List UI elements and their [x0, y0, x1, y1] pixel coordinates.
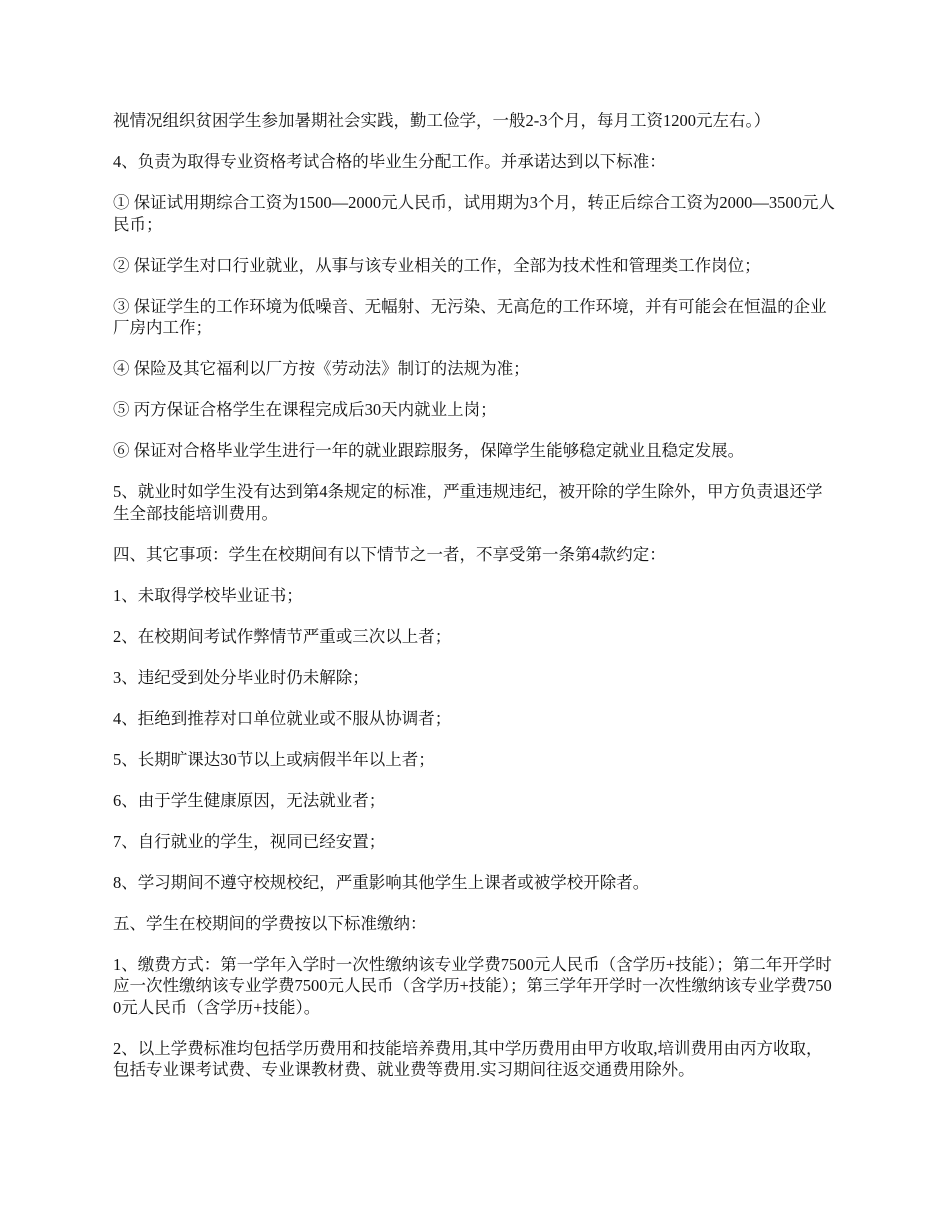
paragraph-standard-4: ④ 保险及其它福利以厂方按《劳动法》制订的法规为准；	[113, 359, 530, 378]
list-item-8: 8、学习期间不遵守校规校纪，严重影响其他学生上课者或被学校开除者。	[113, 872, 650, 892]
list-item-3: 3、违纪受到处分毕业时仍未解除；	[113, 667, 369, 687]
paragraph-fee-standard: 2、以上学费标准均包括学历费用和技能培养费用,其中学历费用由甲方收取,培训费用由丙方收取，包括专业课考试费、专业课教材费、就业费等费用.实习期间往返交通费用除外。	[113, 1038, 823, 1079]
paragraph-standard-1: ① 保证试用期综合工资为1500—2000元人民币，试用期为3个月，转正后综合工资为2000—3500元人民币；	[113, 193, 835, 234]
paragraph-job-assignment: 4、负责为取得专业资格考试合格的毕业生分配工作。并承诺达到以下标准：	[113, 152, 666, 171]
paragraph-payment-method: 1、缴费方式：第一学年入学时一次性缴纳该专业学费7500元人民币（含学历+技能）；第二年开学时应一次性缴纳该专业学费7500元人民币（含学历+技能）；第三学年开学时一次性缴纳该专业学费7500元人民币（含学历+技能）。	[113, 954, 832, 1017]
list-item-6: 6、由于学生健康原因，无法就业者；	[113, 790, 386, 810]
list-item-7: 7、自行就业的学生，视同已经安置；	[113, 831, 386, 851]
paragraph-standard-6: ⑥ 保证对合格毕业学生进行一年的就业跟踪服务，保障学生能够稳定就业且稳定发展。	[113, 441, 745, 460]
list-item-2: 2、在校期间考试作弊情节严重或三次以上者；	[113, 626, 452, 646]
list-item-1: 1、未取得学校毕业证书；	[113, 585, 303, 605]
section-heading-other-matters: 四、其它事项：学生在校期间有以下情节之一者，不享受第一条第4款约定：	[113, 544, 666, 564]
paragraph-refund-clause: 5、就业时如学生没有达到第4条规定的标准，严重违规违纪，被开除的学生除外，甲方负责退还学生全部技能培训费用。	[113, 482, 823, 523]
document-body	[113, 110, 837, 1100]
paragraph-summer-work-continuation: 视情况组织贫困学生参加暑期社会实践，勤工俭学，一般2-3个月，每月工资1200元左右。）	[113, 111, 771, 130]
paragraph-standard-2: ② 保证学生对口行业就业，从事与该专业相关的工作，全部为技术性和管理类工作岗位；	[113, 255, 761, 275]
list-item-5: 5、长期旷课达30节以上或病假半年以上者；	[113, 749, 435, 769]
paragraph-standard-3: ③ 保证学生的工作环境为低噪音、无幅射、无污染、无高危的工作环境，并有可能会在恒温的企业厂房内工作；	[113, 296, 827, 337]
list-item-4: 4、拒绝到推荐对口单位就业或不服从协调者；	[113, 708, 452, 728]
paragraph-standard-5: ⑤ 丙方保证合格学生在课程完成后30天内就业上岗；	[113, 400, 497, 419]
section-heading-tuition: 五、学生在校期间的学费按以下标准缴纳：	[113, 913, 427, 933]
